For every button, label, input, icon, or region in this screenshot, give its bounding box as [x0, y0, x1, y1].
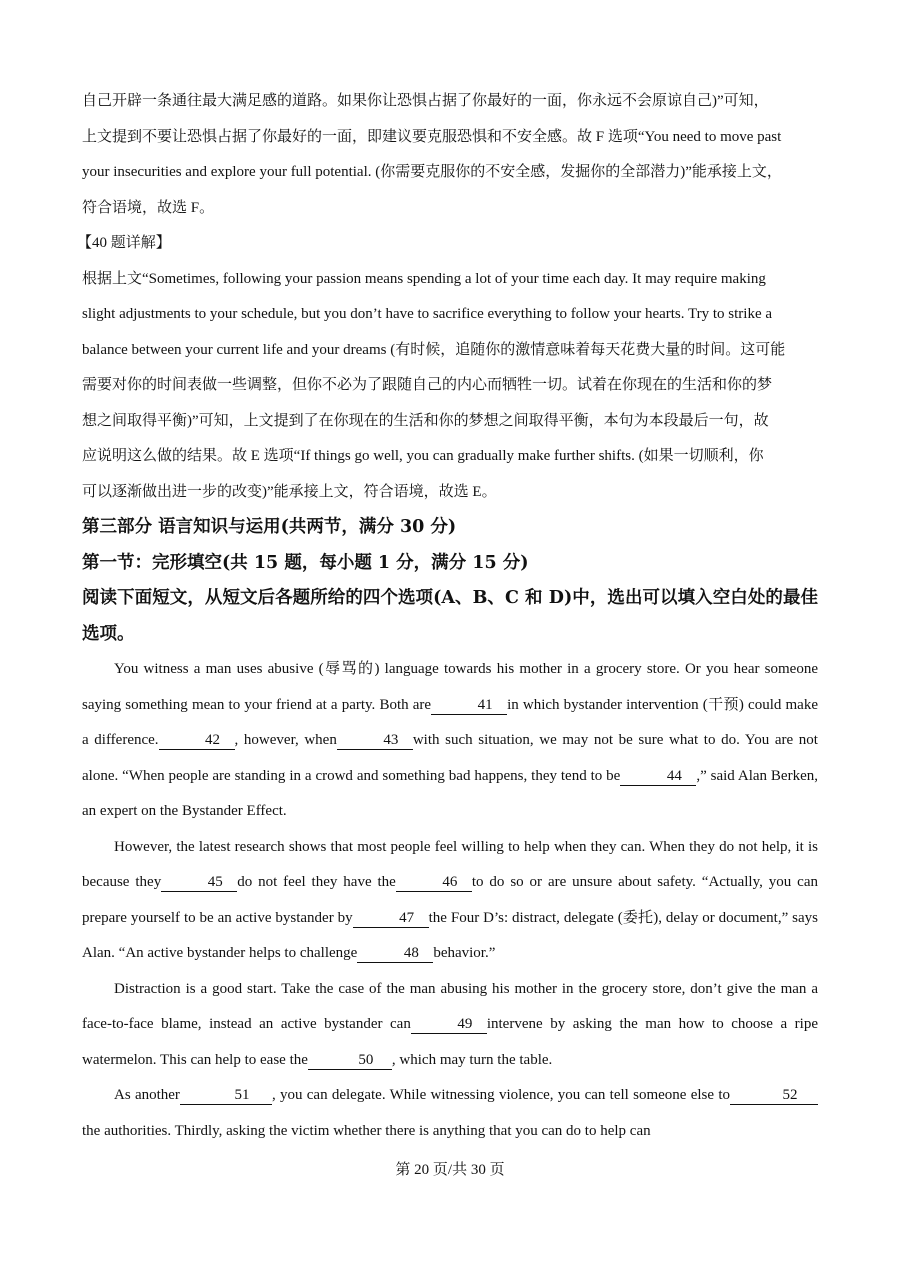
blank-41[interactable]: 41: [431, 697, 507, 715]
q40-header: 【40 题详解】: [77, 235, 171, 251]
passage-paragraph-3: Distraction is a good start. Take the case of the man abusing his mother in the grocery store, don’t give the man a face-to-face blame, instead an active bystander can 49 intervene by asking the man how to choose a ripe watermelon. This can help to ease the 50 , which may turn the table.: [82, 980, 818, 1068]
q40-line-7: 可以逐渐做出进一步的改变)”能承接上文，符合语境，故选 E。: [82, 483, 497, 500]
blank-43[interactable]: 43: [337, 732, 413, 750]
passage-paragraph-4: As another 51 , you can delegate. While witnessing violence, you can tell someone else to 52the authorities. Thirdly, asking the victim whether there is anything that you can do to help can: [82, 1078, 818, 1149]
cloze-instruction: 阅读下面短文，从短文后各题所给的四个选项(A、B、C 和 D)中，选出可以填入空白处的最佳选项。: [82, 588, 818, 644]
page-number-footer: 第 20 页/共 30 页: [395, 1162, 505, 1178]
blank-45[interactable]: 45: [161, 874, 237, 892]
blank-51[interactable]: 51: [180, 1087, 272, 1105]
section-subtitle: 第一节：完形填空(共 15 题，每小题 1 分，满分 15 分): [82, 552, 529, 573]
q40-line-3: balance between your current life and your dreams (有时候，追随你的激情意味着每天花费大量的时间。这可能: [82, 341, 786, 358]
q39-line-2: 上文提到不要让恐惧占据了你最好的一面，即建议要克服恐惧和不安全感。故 F 选项“You need to move past: [82, 128, 782, 145]
page-content: [77, 84, 818, 1149]
blank-42[interactable]: 42: [159, 732, 235, 750]
q40-line-6: 应说明这么做的结果。故 E 选项“If things go well, you can gradually make further shifts. (如果一切顺利，你: [82, 448, 764, 464]
q40-line-4: 需要对你的时间表做一些调整，但你不必为了跟随自己的内心而牺牲一切。试着在你现在的生活和你的梦: [82, 377, 773, 393]
q39-line-1: 自己开辟一条通往最大满足感的道路。如果你让恐惧占据了你最好的一面，你永远不会原谅自己)”可知，: [82, 93, 769, 109]
blank-49[interactable]: 49: [411, 1016, 487, 1034]
blank-50[interactable]: 50: [308, 1052, 392, 1070]
passage-paragraph-1: You witness a man uses abusive (辱骂的) language towards his mother in a grocery store. Or you hear someone saying something mean to your friend at a party. Both are 41 in which bystander intervention (干预) could make a difference. 42 , however, when 43 with such situation, we may not be sure what to do. You are not alone. “When people are standing in a crowd and something bad happens, they tend to be 44 ,” said Alan Berken, an expert on the Bystander Effect.: [82, 661, 818, 819]
q39-line-4: 符合语境，故选 F。: [82, 199, 215, 216]
q40-explanation: [82, 262, 818, 511]
q40-line-1: 根据上文“Sometimes, following your passion means spending a lot of your time each day. It may require making: [82, 270, 766, 287]
q39-explanation-tail: [82, 84, 818, 226]
blank-52[interactable]: 52: [730, 1087, 818, 1105]
blank-46[interactable]: 46: [396, 874, 472, 892]
part-title: 第三部分 语言知识与运用(共两节，满分 30 分): [82, 517, 457, 537]
blank-44[interactable]: 44: [620, 768, 696, 786]
q39-line-3: your insecurities and explore your full potential. (你需要克服你的不安全感，发掘你的全部潜力)”能承接上文，: [82, 164, 782, 180]
blank-48[interactable]: 48: [357, 945, 433, 963]
q40-line-2: slight adjustments to your schedule, but you don’t have to sacrifice everything to follow your hearts. Try to strike a: [82, 306, 773, 322]
passage-paragraph-2: However, the latest research shows that most people feel willing to help when they can. When they do not help, it is because they 45 do not feel they have the 46 to do so or are unsure about safety. “Actually, you can prepare yourself to be an active bystander by 47 the Four D’s: distract, delegate (委托), delay or document,” says Alan. “An active bystander helps to challenge 48 behavior.”: [82, 838, 818, 961]
q40-line-5: 想之间取得平衡)”可知，上文提到了在你现在的生活和你的梦想之间取得平衡，本句为本段最后一句，故: [82, 412, 769, 429]
blank-47[interactable]: 47: [353, 910, 429, 928]
